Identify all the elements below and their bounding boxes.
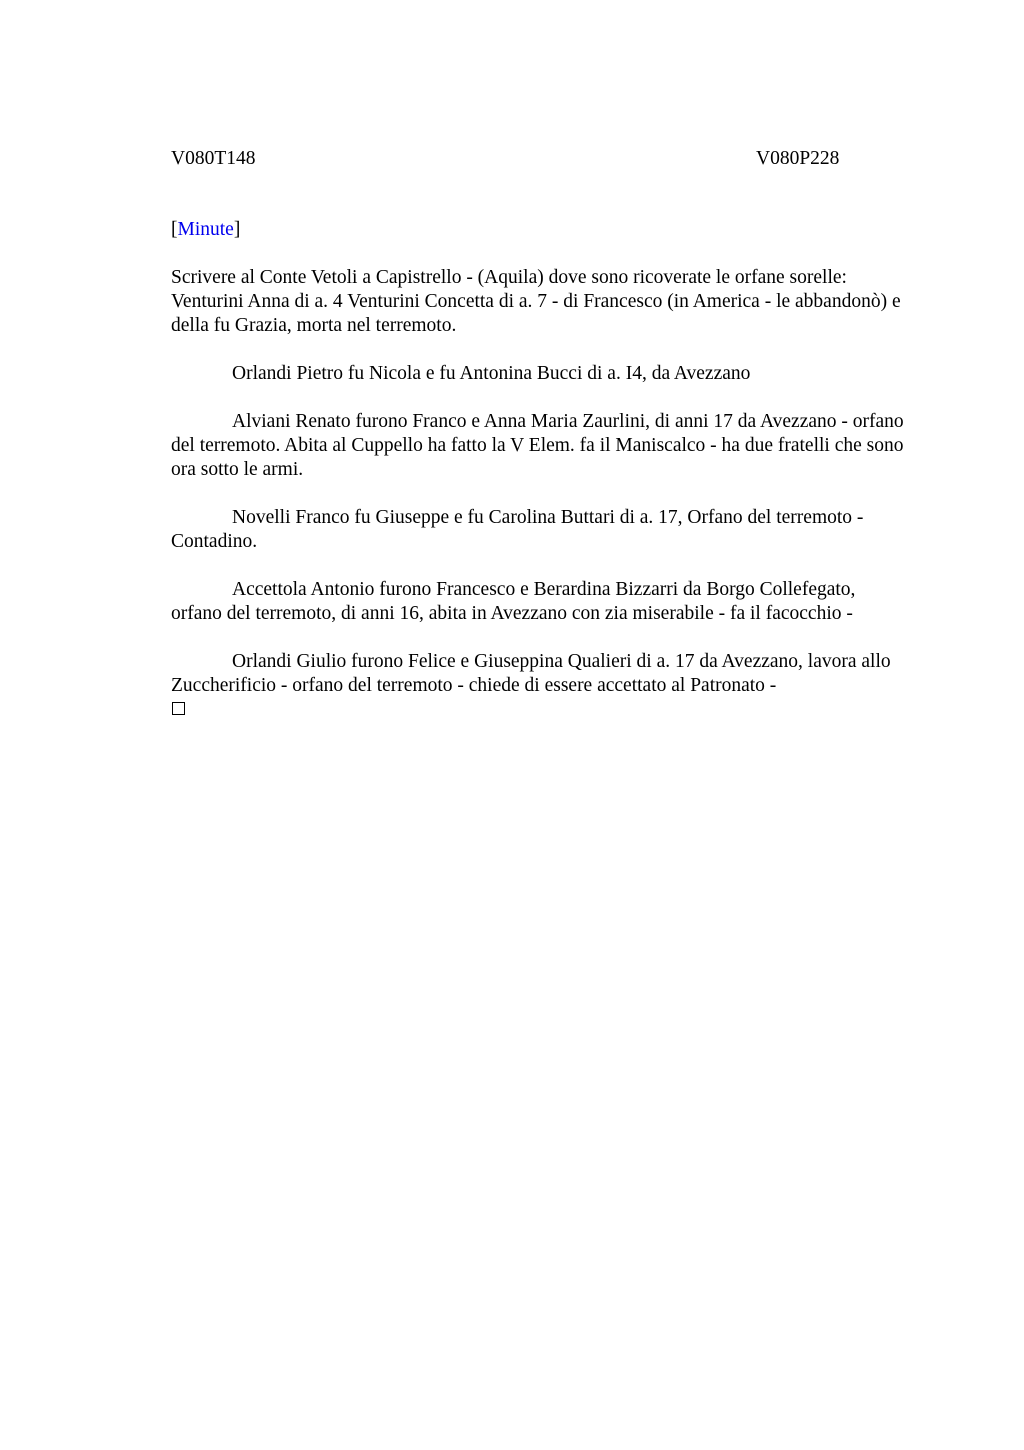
paragraph-intro: Scrivere al Conte Vetoli a Capistrello - (Aquila) dove sono ricoverate le orfane sorelle: Venturini Anna di a. 4 Venturini Concetta di a. 7 - di Francesco (in America - le abbandonò) e della fu Grazia, morta nel terremoto. xyxy=(171,267,901,336)
end-marker-box-icon xyxy=(172,702,185,715)
minute-heading xyxy=(171,218,240,242)
document-reference-right: V080P228 xyxy=(756,148,840,169)
document-reference-left: V080T148 xyxy=(171,148,256,169)
minute-close-bracket: ] xyxy=(233,219,241,240)
paragraph-entry: Accettola Antonio furono Francesco e Berardina Bizzarri da Borgo Collefegato, orfano del terremoto, di anni 16, abita in Avezzano con zia miserabile - fa il facocchio - xyxy=(171,579,856,624)
minute-link[interactable]: Minute xyxy=(177,219,234,240)
paragraph-entry: Novelli Franco fu Giuseppe e fu Carolina Buttari di a. 17, Orfano del terremoto - Contadino. xyxy=(171,507,864,552)
document-body xyxy=(171,266,911,715)
minute-open-bracket: [ xyxy=(171,219,178,240)
paragraph-entry: Alviani Renato furono Franco e Anna Maria Zaurlini, di anni 17 da Avezzano - orfano del terremoto. Abita al Cuppello ha fatto la V Elem. fa il Maniscalco - ha due fratelli che sono ora sotto le armi. xyxy=(171,411,904,480)
paragraph-entry: Orlandi Pietro fu Nicola e fu Antonina Bucci di a. I4, da Avezzano xyxy=(232,363,751,384)
paragraph-entry: Orlandi Giulio furono Felice e Giuseppina Qualieri di a. 17 da Avezzano, lavora allo Zuccherificio - orfano del terremoto - chiede di essere accettato al Patronato - xyxy=(171,651,891,696)
